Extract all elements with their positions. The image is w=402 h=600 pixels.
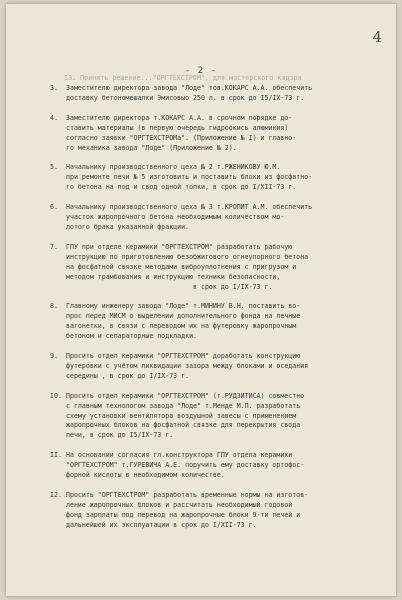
item-text (66, 491, 380, 531)
list-item (50, 243, 380, 293)
text-line: схему установки вентилятора воздушной завесы с применением (66, 411, 297, 420)
text-line: форной кислоты в необходимом количестве. (66, 471, 225, 480)
item-number: 7. (50, 242, 58, 251)
text-line: вагонетки, в связи с переводом их на футеровку жаропрочным (66, 322, 297, 331)
text-line: Заместителю директора завода "Лоде" тов.КОКАРС А.А. обеспечить (66, 84, 313, 92)
text-line: согласно заявки "ОРГТЕХСТРОМа". (Приложение № I) и главно- (66, 133, 297, 142)
page-number: - 2 - (184, 66, 218, 76)
text-line: Просить отдел керамики "ОРГТЕХСТРОМ" доработать конструкцию (66, 352, 301, 361)
bleed-through-text: I3. Принять решение..."ОРГТЕХСТРОМ", для мастерского кадзра (64, 74, 302, 82)
item-text (66, 84, 380, 104)
item-text (66, 451, 380, 481)
item-number: I2. (50, 491, 62, 499)
item-number: II. (50, 451, 62, 460)
item-gap (50, 153, 380, 163)
item-gap (50, 382, 380, 392)
document-page (6, 4, 396, 596)
list-item (50, 451, 380, 481)
text-line: Начальнику производственного цеха № 3 т.КРОПИТ А.М. обеспечить (66, 203, 313, 212)
text-line: Главному инженеру завода "Лоде" т.МИНИНУ В.Н. поставить во- (66, 302, 301, 311)
text-line: печи, в срок до I5/IX-73 г. (66, 431, 174, 440)
text-line: середины , в срок до I/IX-73 г. (66, 371, 190, 380)
list-item (50, 114, 380, 154)
item-number: 4. (50, 113, 58, 122)
text-line: жаропрочных блоков на фосфатной связке для перекрытия свода (66, 421, 301, 430)
text-line: Просить отдел керамики "ОРГТЕХСТРОМ" (т.РУДЗИТИСА) совместно (66, 391, 305, 400)
item-number: 8. (50, 302, 58, 311)
text-line: лотого брака указанной фракции. (66, 222, 190, 231)
text-line: на фосфатной связке методами виброуплотнения с пригрузом и (66, 262, 297, 271)
decision-list (50, 84, 380, 531)
list-item (50, 203, 380, 233)
list-item (50, 491, 380, 531)
item-gap (50, 233, 380, 243)
text-line: прос перед МИСМ о выделении дополнительного фонда на печные (66, 312, 301, 321)
item-gap (50, 193, 380, 203)
text-line: На основании согласия гл.конструктора ГПУ отдела керамики (66, 451, 293, 460)
text-line: дальнейшей их эксплуатации в срок до I/XII-73 г. (66, 520, 257, 529)
text-line: ГПУ при отделе керамики "ОРГТЕХСТРОМ" разработать рабочую (66, 242, 293, 251)
text-line: участок жаропрочного бетона необходимым количеством мо- (66, 213, 285, 222)
text-line: инструкцию по приготовлению безобжигового огнеупорного бетона (66, 252, 309, 261)
list-item (50, 352, 380, 382)
text-line: футеровки с учётом ликвидации зазора между блоками и оседания (66, 361, 309, 370)
text-line: Начальнику производственного цеха № 2 т.РЖЕНИКОВУ Ю.М. (66, 163, 281, 172)
item-text (66, 302, 380, 342)
item-text (66, 392, 380, 442)
text-line: бетоном и сепараторные подкладки. (66, 332, 198, 341)
item-text (66, 243, 380, 293)
item-gap (50, 104, 380, 114)
item-text (66, 203, 380, 233)
item-gap (50, 292, 380, 302)
list-item (50, 392, 380, 442)
item-text (66, 163, 380, 193)
text-line: Просить "ОРГТЕХСТРОМ" разработать временные нормы на изготов- (66, 491, 309, 499)
list-item (50, 84, 380, 104)
item-text (66, 114, 380, 154)
item-gap (50, 342, 380, 352)
item-gap (50, 481, 380, 491)
list-item (50, 163, 380, 193)
text-line: го механика завода "Лоде" (Приложение № 2). (66, 143, 237, 152)
text-line: доставку бетономешалки Эмисовыо 250 л. в срок до I5/IX-73 г. (66, 93, 305, 102)
corner-page-mark: 4 (372, 28, 382, 46)
text-line: методом трамбования и инструкцию техники безопасности, (66, 272, 281, 281)
text-line: го бетона на под и свод одной топки, в срок до I/XII-73 г. (66, 183, 297, 192)
item-number: 5. (50, 163, 58, 172)
text-line: фонд зарплаты под перевод на жаропрочные блоки 9-ти печей и (66, 510, 301, 519)
text-line: с главным технологом завода "Лоде" т.Менде М.П. разработать (66, 401, 301, 410)
item-gap (50, 441, 380, 451)
item-number: I0. (50, 391, 62, 400)
text-line: в срок до I/IX-73 г. (66, 282, 273, 291)
item-number: 3. (50, 84, 58, 92)
item-number: 9. (50, 352, 58, 361)
list-item (50, 302, 380, 342)
item-text (66, 352, 380, 382)
text-line: "ОРГТЕХСТРОМ" т.ГУРЕВИЧА А.Е. поручить ему доставку ортофос- (66, 461, 305, 470)
text-line: ление жаропрочных блоков и рассчитать необходимый годовой (66, 500, 293, 509)
item-number: 6. (50, 203, 58, 212)
text-line: ставить материалы (в первую очередь гидроокись алюминия) (66, 123, 289, 132)
text-line: Заместителю директора т.КОКАРС А.А. в срочном порядке до- (66, 113, 293, 122)
text-line: при ремонте печи № 5 изготовить и поставить блоки из фосфатно- (66, 173, 313, 182)
